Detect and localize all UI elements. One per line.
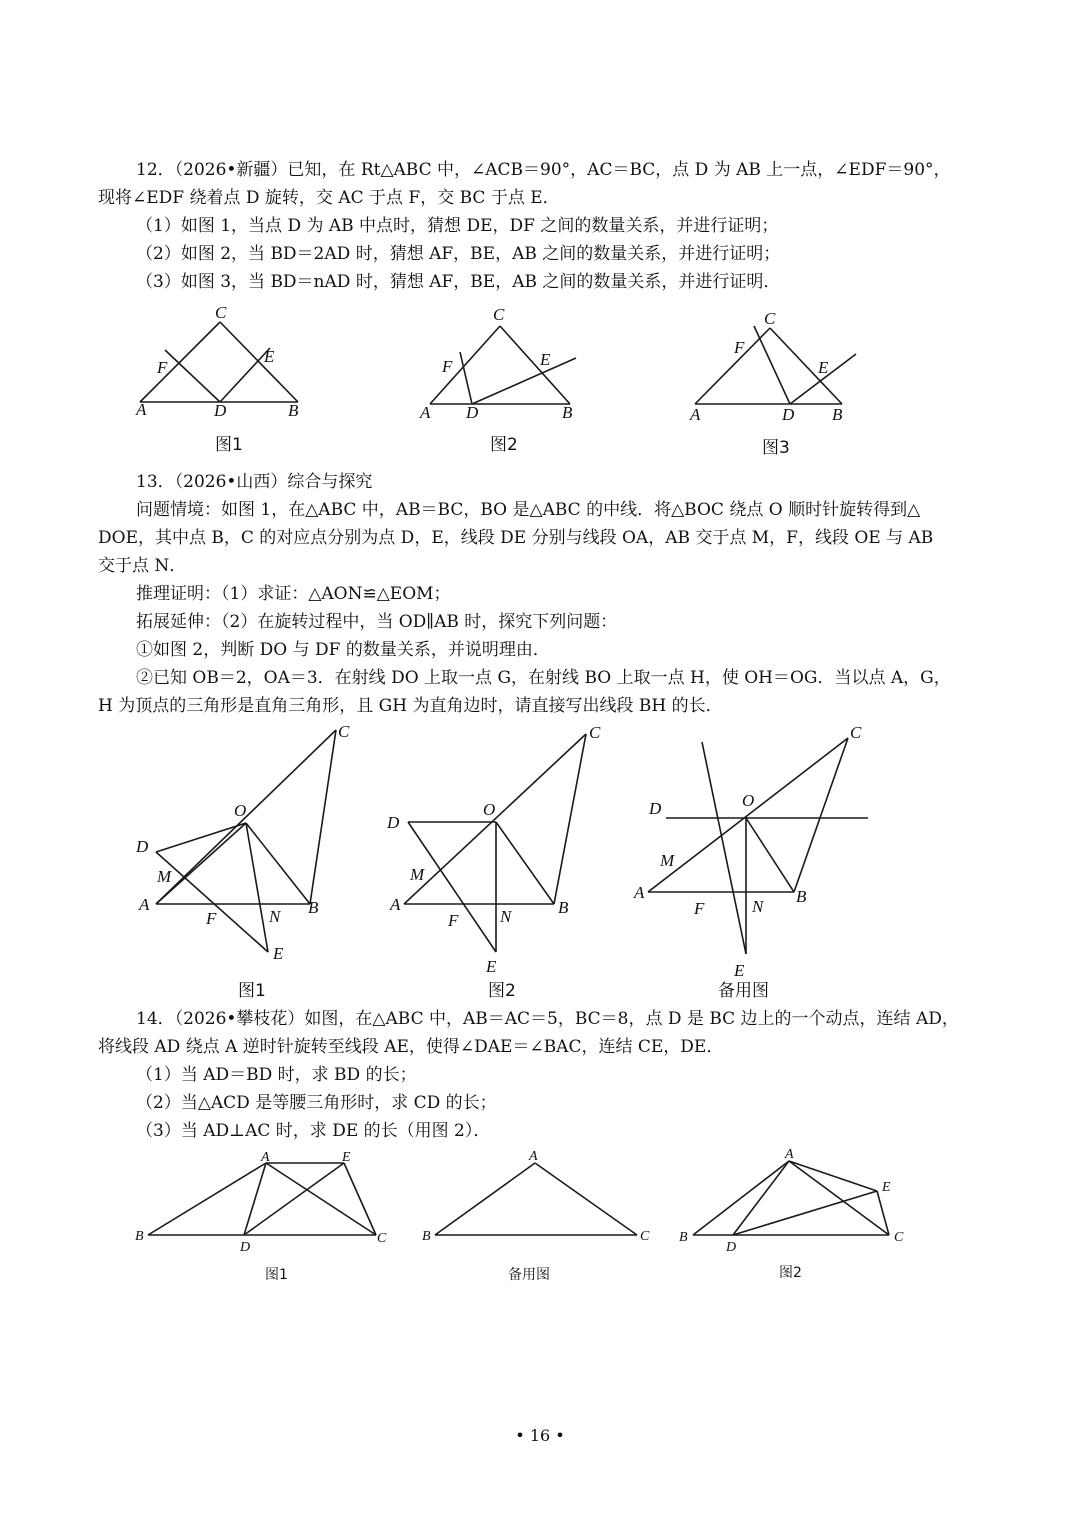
q12-f1-label-f: F [157, 358, 168, 377]
q13-line-4: 交于点 N． [98, 556, 187, 576]
q12-f3-label-f: F [734, 338, 745, 357]
q13-f3-label-f: F [694, 899, 705, 918]
q12-f1-label-b: B [288, 401, 299, 420]
q13-f1-label-m: M [157, 867, 172, 886]
q14-line-3: （1）当 AD＝BD 时，求 BD 的长； [136, 1065, 417, 1085]
q13-f2-label-a: A [390, 895, 401, 914]
q12-f1-label-c: C [215, 303, 227, 322]
q14-caption-2: 图2 [779, 1265, 802, 1281]
q13-f2-label-f: F [448, 911, 459, 930]
q14-f3-label-e: E [882, 1180, 891, 1195]
q13-f3-label-b: B [796, 887, 807, 906]
q14-line-4: （2）当△ACD 是等腰三角形时，求 CD 的长； [136, 1093, 497, 1113]
q12-f1-label-d: D [214, 401, 227, 420]
q13-line-3: DOE，其中点 B，C 的对应点分别为点 D，E，线段 DE 分别与线段 OA，AB 交于点 M，F，线段 OE 与 AB [98, 528, 934, 548]
q14-f3-label-a: A [785, 1147, 794, 1162]
q12-figure-3 [680, 300, 880, 460]
q12-f2-label-e: E [540, 350, 551, 369]
q13-line-5: 推理证明：（1）求证：△AON≌△EOM； [136, 584, 451, 604]
q13-f3-label-e: E [734, 961, 745, 980]
q13-f3-label-d: D [649, 799, 662, 818]
q13-f1-label-n: N [269, 907, 281, 926]
q12-line-5: （3）如图 3，当 BD＝nAD 时，猜想 AF，BE，AB 之间的数量关系，并进行证明． [136, 272, 781, 292]
q12-f1-label-a: A [136, 400, 147, 419]
q13-f1-label-a: A [139, 895, 150, 914]
q13-figure-1 [130, 720, 370, 1005]
q14-f1-label-b: B [135, 1229, 144, 1244]
q13-f2-label-m: M [410, 865, 425, 884]
q13-line-9: H 为顶点的三角形是直角三角形，且 GH 为直角边时，请直接写出线段 BH 的长． [98, 696, 723, 716]
q13-f1-label-o: O [234, 801, 247, 820]
q13-f3-label-m: M [660, 851, 675, 870]
q14-line-1: 14．（2026•攀枝花）如图，在△ABC 中，AB＝AC＝5，BC＝8，点 D 是 BC 边上的一个动点，连结 AD， [136, 1009, 959, 1029]
q12-f3-label-e: E [818, 358, 829, 377]
q13-line-2: 问题情境：如图 1，在△ABC 中，AB＝BC，BO 是△ABC 的中线．将△BOC 绕点 O 顺时针旋转得到△ [136, 500, 921, 520]
q12-f2-label-c: C [493, 305, 505, 324]
q13-f2-label-d: D [387, 813, 400, 832]
q12-line-2: 现将∠EDF 绕着点 D 旋转，交 AC 于点 F，交 BC 于点 E． [98, 188, 560, 208]
q14-f1-label-c: C [377, 1231, 387, 1246]
q12-f3-label-c: C [764, 309, 776, 328]
q12-line-3: （1）如图 1，当点 D 为 AB 中点时，猜想 DE，DF 之间的数量关系，并进行证明； [136, 216, 779, 236]
q12-figure-1 [130, 300, 330, 460]
q12-f2-label-a: A [420, 403, 431, 422]
q12-f2-label-d: D [466, 403, 479, 422]
q12-f2-label-f: F [442, 357, 453, 376]
q12-figure-2 [410, 300, 610, 460]
q14-f2-label-c: C [640, 1229, 650, 1244]
q14-line-2: 将线段 AD 绕点 A 逆时针旋转至线段 AE，使得∠DAE＝∠BAC，连结 CE，DE． [98, 1037, 724, 1057]
q14-f1-label-d: D [240, 1240, 251, 1255]
q12-line-4: （2）如图 2，当 BD＝2AD 时，猜想 AF，BE，AB 之间的数量关系，并进行证明； [136, 244, 781, 264]
q13-f3-label-n: N [752, 897, 764, 916]
q13-f3-label-o: O [742, 791, 755, 810]
q14-f2-label-b: B [422, 1229, 431, 1244]
q13-figure-2 [380, 720, 620, 1005]
q14-figure-backup [415, 1145, 665, 1290]
q13-f2-label-c: C [589, 723, 601, 742]
q13-f1-label-e: E [273, 944, 284, 963]
q13-line-6: 拓展延伸：（2）在旋转过程中，当 OD∥AB 时，探究下列问题： [136, 612, 618, 632]
q13-f1-label-b: B [308, 898, 319, 917]
q14-figure-2 [675, 1145, 915, 1290]
q14-f2-label-a: A [529, 1149, 538, 1164]
page-number: • 16 • [515, 1426, 565, 1445]
q14-f3-label-c: C [894, 1230, 904, 1245]
q14-f1-label-e: E [342, 1150, 351, 1165]
q12-caption-2: 图2 [490, 435, 518, 455]
q13-figure-backup [630, 720, 880, 1005]
q14-line-5: （3）当 AD⊥AC 时，求 DE 的长（用图 2）． [136, 1121, 491, 1141]
q12-line-1: 12．（2026•新疆）已知，在 Rt△ABC 中，∠ACB＝90°，AC＝BC，点 D 为 AB 上一点，∠EDF＝90°， [136, 160, 951, 180]
q13-caption-2: 图2 [488, 981, 516, 1001]
q12-f1-label-e: E [264, 347, 275, 366]
q12-f2-label-b: B [562, 403, 573, 422]
q14-caption-backup: 备用图 [508, 1267, 550, 1283]
q13-f1-label-d: D [136, 837, 149, 856]
q14-figure-1 [130, 1145, 400, 1290]
q14-caption-1: 图1 [265, 1267, 288, 1283]
q12-f3-label-d: D [782, 405, 795, 424]
q13-line-7: ①如图 2，判断 DO 与 DF 的数量关系，并说明理由． [136, 640, 550, 660]
q13-f2-label-e: E [486, 957, 497, 976]
q12-f3-label-a: A [690, 405, 701, 424]
q13-caption-backup: 备用图 [718, 981, 769, 1001]
q14-f3-label-d: D [726, 1240, 737, 1255]
q14-f1-label-a: A [261, 1150, 270, 1165]
q14-f3-label-b: B [679, 1230, 688, 1245]
q13-f2-label-n: N [500, 907, 512, 926]
q13-f2-label-b: B [558, 898, 569, 917]
q13-f2-label-o: O [483, 800, 496, 819]
q13-f3-label-c: C [850, 723, 862, 742]
q13-f3-label-a: A [634, 883, 645, 902]
q13-line-1: 13．（2026•山西）综合与探究 [136, 472, 373, 492]
q13-caption-1: 图1 [238, 981, 266, 1001]
q12-caption-3: 图3 [762, 438, 790, 458]
q13-f1-label-c: C [338, 722, 350, 741]
q13-f1-label-f: F [206, 909, 217, 928]
q12-caption-1: 图1 [215, 435, 243, 455]
q12-f3-label-b: B [832, 405, 843, 424]
q13-line-8: ②已知 OB＝2，OA＝3．在射线 DO 上取一点 G，在射线 BO 上取一点 H，使 OH＝OG．当以点 A，G， [136, 668, 951, 688]
